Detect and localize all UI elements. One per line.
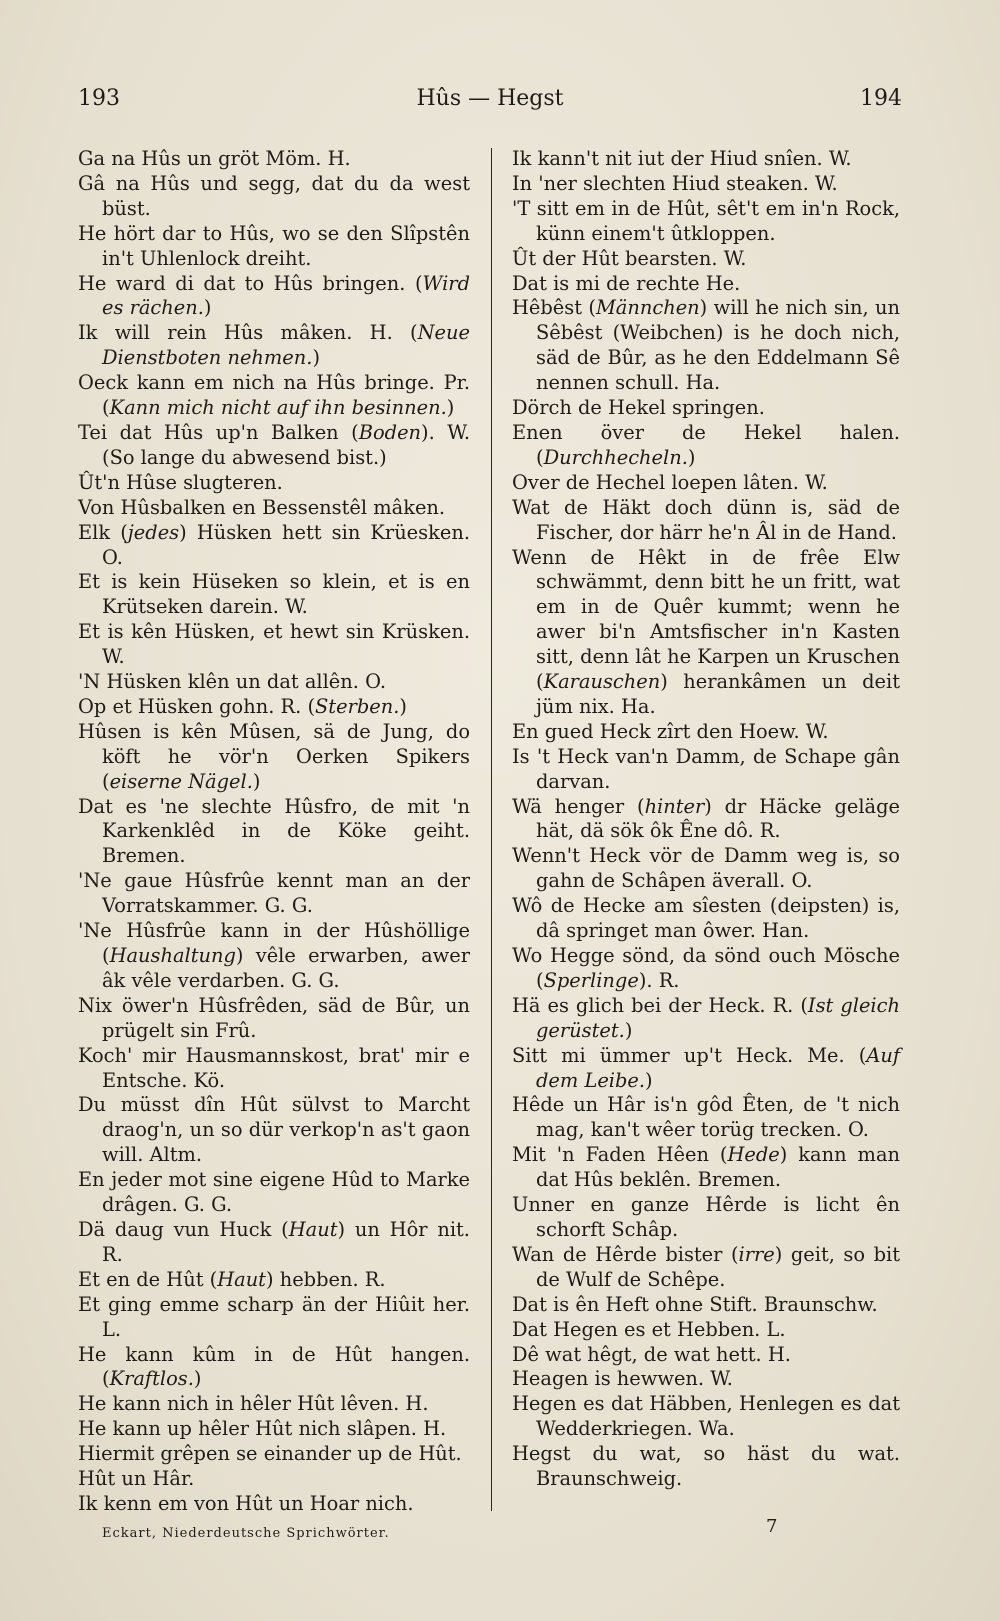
proverb-entry: Dat Hegen es et Hebben. L. (512, 1317, 786, 1341)
proverb-entry: He hört dar to Hûs, wo se den Slîpstên in't Uhlenlock dreiht. (78, 221, 470, 270)
proverb-entry: Hût un Hâr. (78, 1467, 195, 1491)
proverb-entry: Over de Hechel loepen lâten. W. (512, 470, 828, 494)
proverb-entry: Et is kein Hüseken so klein, et is en Krütseken darein. W. (78, 570, 470, 619)
running-title: Hûs — Hegst (416, 86, 564, 111)
proverb-entry: Is 't Heck van'n Damm, de Schape gân darvan. (512, 744, 900, 793)
proverb-entry: En jeder mot sine eigene Hûd to Marke drâgen. G. G. (78, 1168, 470, 1217)
proverb-entry: Ût der Hût bearsten. W. (512, 246, 747, 270)
signature-mark: 7 (766, 1516, 778, 1537)
proverb-entry: 'N Hüsken klên un dat allên. O. (78, 670, 387, 694)
proverb-entry: He kann nich in hêler Hût lêven. H. (78, 1392, 429, 1416)
proverb-entry: Dat is mi de rechte He. (512, 271, 741, 295)
proverb-entry: Hûsen is kên Mûsen, sä de Jung, do köft he vör'n Oerken Spikers (eiserne Nägel.) (78, 719, 470, 793)
proverb-entry: Unner en ganze Hêrde is licht ên schorft Schâp. (512, 1193, 900, 1241)
proverb-entry: In 'ner slechten Hiud steaken. W. (512, 171, 838, 195)
proverb-entry: Oeck kann em nich na Hûs bringe. Pr. (Kann mich nicht auf ihn besinnen.) (78, 371, 470, 420)
proverb-entry: Hegen es dat Häbben, Henlegen es dat Wedderkriegen. Wa. (512, 1392, 900, 1441)
proverb-entry: He kann up hêler Hût nich slâpen. H. (78, 1417, 447, 1441)
proverb-entry: Koch' mir Hausmannskost, brat' mir e Entsche. Kö. (78, 1043, 470, 1092)
proverb-entry: Wä henger (hinter) dr Häcke geläge hät, dä sök ôk Êne dô. R. (512, 794, 900, 843)
proverb-entry: Dat es 'ne slechte Hûsfro, de mit 'n Karkenklêd in de Köke geiht. Bremen. (78, 794, 470, 868)
right-column (512, 147, 900, 1492)
proverb-entry: Wan de Hêrde bister (irre) geit, so bit de Wulf de Schêpe. (512, 1242, 900, 1291)
proverb-entry: Wenn't Heck vör de Damm weg is, so gahn de Schâpen äverall. O. (512, 844, 900, 893)
proverb-entry: Gâ na Hûs und segg, dat du da west büst. (78, 171, 470, 220)
proverb-entry: Von Hûsbalken en Bessenstêl mâken. (78, 495, 446, 519)
proverb-entry: Hä es glich bei der Heck. R. (Ist gleich gerüstet.) (512, 993, 900, 1042)
proverb-entry: Sitt mi ümmer up't Heck. Me. (Auf dem Leibe.) (512, 1043, 900, 1092)
proverb-entry: Hêde un Hâr is'n gôd Êten, de 't nich mag, kan't wêer torüg trecken. O. (512, 1093, 900, 1142)
running-header (78, 86, 902, 116)
proverb-entry: Ik kann't nit iut der Hiud snîen. W. (512, 147, 852, 170)
proverb-entry: Wô de Hecke am sîesten (deipsten) is, dâ springet man ôwer. Han. (512, 894, 900, 943)
proverb-entry: Heagen is hewwen. W. (512, 1367, 733, 1391)
proverb-entry: 'Ne gaue Hûsfrûe kennt man an der Vorratskammer. G. G. (78, 869, 470, 918)
proverb-entry: Ût'n Hûse slugteren. (78, 470, 283, 494)
proverb-entry: Wo Hegge sönd, da sönd ouch Mösche (Sperlinge). R. (512, 944, 900, 992)
proverb-entry: Dat is ên Heft ohne Stift. Braunschw. (512, 1292, 878, 1316)
proverb-entry: Enen över de Hekel halen. (Durchhecheln.) (512, 420, 900, 469)
proverb-entry: Et ging emme scharp än der Hiûit her. L. (78, 1292, 470, 1341)
proverb-entry: Hêbêst (Männchen) will he nich sin, un Sêbêst (Weibchen) is he doch nich, säd de Bûr, as he den Eddelmann Sê nennen schull. Ha. (512, 296, 901, 395)
proverb-entry: Dê wat hêgt, de wat hett. H. (512, 1342, 791, 1366)
proverb-entry: He ward di dat to Hûs bringen. (Wird es rächen.) (78, 271, 470, 320)
proverb-entry: Hiermit grêpen se einander up de Hût. (78, 1442, 462, 1466)
page-number-right: 194 (860, 86, 902, 111)
proverb-entry: Nix öwer'n Hûsfrêden, säd de Bûr, un prügelt sin Frû. (78, 993, 470, 1042)
proverb-entry: En gued Heck zîrt den Hoew. W. (512, 719, 829, 743)
proverb-entry: Ik kenn em von Hût un Hoar nich. (78, 1491, 414, 1515)
proverb-entry: Wat de Häkt doch dünn is, säd de Fischer, dor härr he'n Âl in de Hand. (512, 495, 900, 544)
proverb-entry: 'Ne Hûsfrûe kann in der Hûshöllige (Haushaltung) vêle erwarben, awer âk vêle verdarben. G. G. (78, 919, 470, 992)
proverb-entry: Et en de Hût (Haut) hebben. R. (78, 1267, 386, 1291)
column-divider (491, 148, 492, 1511)
proverb-entry: Tei dat Hûs up'n Balken (Boden). W. (So lange du abwesend bist.) (78, 420, 470, 469)
proverb-entry: Elk (jedes) Hüsken hett sin Krüesken. O. (78, 520, 470, 569)
proverb-entry: Hegst du wat, so häst du wat. Braunschweig. (512, 1442, 900, 1491)
proverb-entry: Ik will rein Hûs mâken. H. (Neue Dienstboten nehmen.) (78, 321, 470, 370)
proverb-entry: Op et Hüsken gohn. R. (Sterben.) (78, 694, 407, 718)
proverb-entry: Wenn de Hêkt in de frêe Elw schwämmt, denn bitt he un fritt, wat em in de Quêr kummt; wenn he awer bi'n Amtsfischer in'n Kasten sitt, denn lât he Karpen un Kruschen (Karauschen) herankâmen un deit jüm nix. Ha. (512, 545, 900, 718)
proverb-entry: Dä daug vun Huck (Haut) un Hôr nit. R. (78, 1217, 470, 1266)
proverb-entry: He kann kûm in de Hût hangen. (Kraftlos.) (78, 1342, 470, 1391)
printer-footer: Eckart, Niederdeutsche Sprichwörter. (102, 1526, 390, 1541)
proverb-entry: 'T sitt em in de Hût, sêt't em in'n Rock, künn einem't ûtkloppen. (512, 196, 900, 245)
page-number-left: 193 (78, 86, 120, 111)
left-column (78, 147, 470, 1517)
proverb-entry: Du müsst dîn Hût sülvst to Marcht draog'n, un so dür verkop'n as't gaon will. Altm. (78, 1093, 470, 1167)
proverb-entry: Ga na Hûs un gröt Möm. H. (78, 147, 351, 170)
proverb-entry: Dörch de Hekel springen. (512, 396, 765, 420)
proverb-entry: Et is kên Hüsken, et hewt sin Krüsken. W. (78, 620, 470, 669)
proverb-entry: Mit 'n Faden Hêen (Hede) kann man dat Hûs beklên. Bremen. (512, 1143, 900, 1192)
